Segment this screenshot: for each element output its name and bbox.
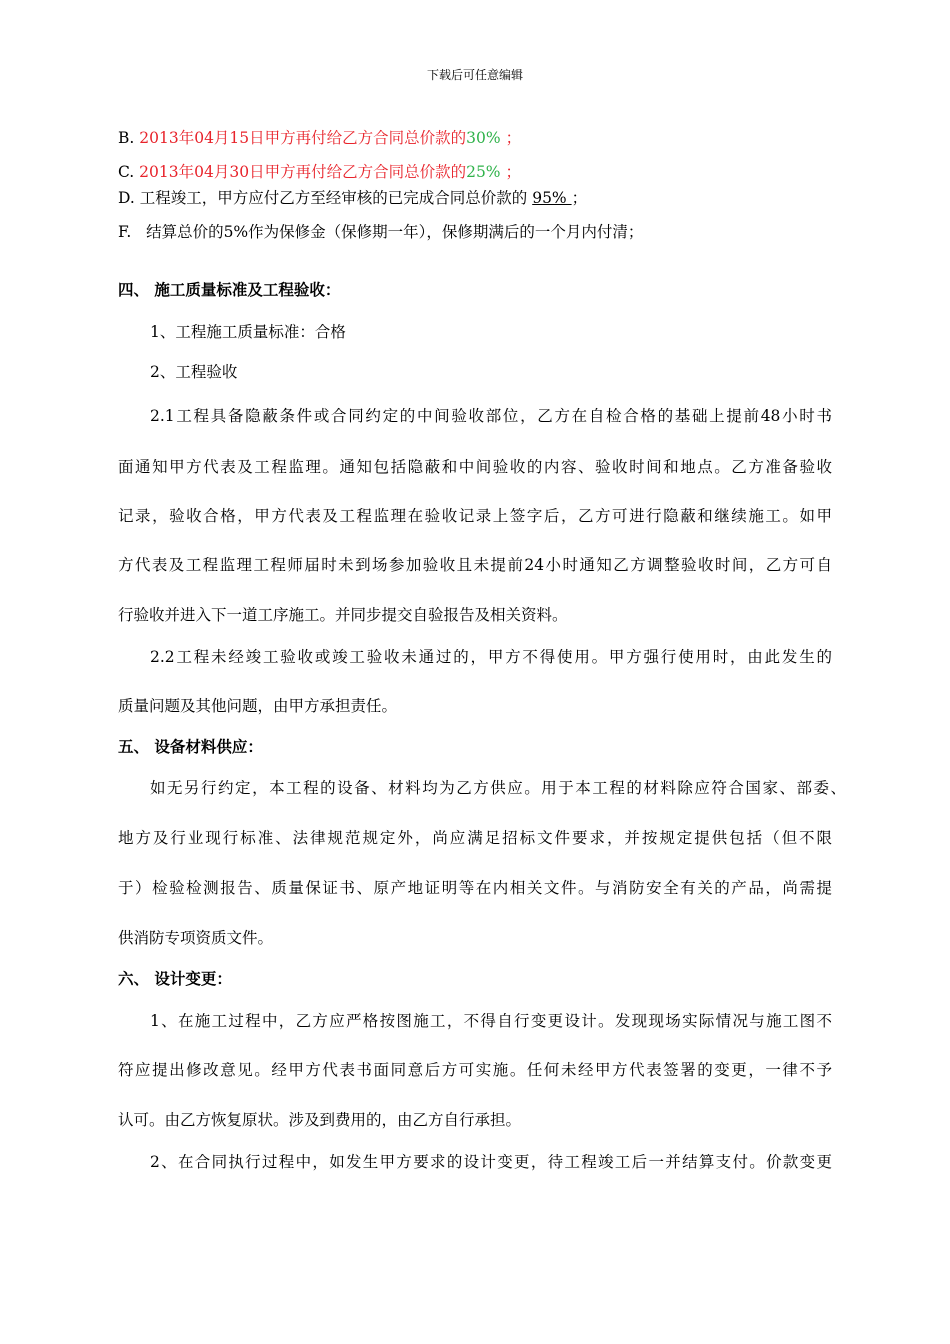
section-4-item-2: 2、工程验收 <box>150 363 238 381</box>
page-header: 下载后可任意编辑 <box>426 68 523 82</box>
payment-percent: 95% <box>532 189 572 207</box>
payment-percent: 30% <box>466 129 501 147</box>
paragraph-line: 地方及行业现行标准、法律规范规定外，尚应满足招标文件要求，并按规定提供包括（但不限 <box>118 829 832 847</box>
payment-end: ； <box>505 129 522 147</box>
item-prefix: C. <box>118 163 135 181</box>
payment-end: ； <box>571 189 588 207</box>
section-4-item-1: 1、工程施工质量标准：合格 <box>150 323 346 341</box>
payment-text: 结算总价的5%作为保修金（保修期一年），保修期满后的一个月内付清； <box>146 223 644 241</box>
payment-text: 2013年04月30日甲方再付给乙方合同总价款的 <box>139 163 467 181</box>
section-4-title: 四、 施工质量标准及工程验收： <box>118 280 341 299</box>
paragraph-line: 1、在施工过程中，乙方应严格按图施工，不得自行变更设计。发现现场实际情况与施工图不 <box>150 1012 832 1030</box>
paragraph-line: 记录，验收合格，甲方代表及工程监理在验收记录上签字后，乙方可进行隐蔽和继续施工。如甲 <box>118 507 832 525</box>
paragraph-line: 方代表及工程监理工程师届时未到场参加验收且未提前24小时通知乙方调整验收时间，乙方可自 <box>118 556 832 574</box>
payment-item-d <box>118 186 587 208</box>
paragraph-line: 符应提出修改意见。经甲方代表书面同意后方可实施。任何未经甲方代表签署的变更，一律不予 <box>118 1061 832 1079</box>
payment-end: ； <box>505 163 521 181</box>
payment-percent: 25% <box>466 163 501 181</box>
payment-item-f <box>118 220 643 242</box>
paragraph-line: 2、在合同执行过程中，如发生甲方要求的设计变更，待工程竣工后一并结算支付。价款变更 <box>150 1153 832 1171</box>
paragraph-line: 供消防专项资质文件。 <box>118 929 274 947</box>
payment-item-b <box>118 126 521 148</box>
paragraph-line: 如无另行约定，本工程的设备、材料均为乙方供应。用于本工程的材料除应符合国家、部委、 <box>150 779 846 797</box>
item-prefix: D. <box>118 189 135 207</box>
paragraph-line: 认可。由乙方恢复原状。涉及到费用的，由乙方自行承担。 <box>118 1111 522 1129</box>
paragraph-line: 2.1工程具备隐蔽条件或合同约定的中间验收部位，乙方在自检合格的基础上提前48小时书 <box>150 407 832 425</box>
section-6-title: 六、 设计变更： <box>118 969 232 988</box>
paragraph-line: 行验收并进入下一道工序施工。并同步提交自验报告及相关资料。 <box>118 606 568 624</box>
section-5-title: 五、 设备材料供应： <box>118 737 263 756</box>
item-prefix: B. <box>118 129 135 147</box>
item-prefix: F. <box>118 223 132 241</box>
paragraph-line: 2.2工程未经竣工验收或竣工验收未通过的，甲方不得使用。甲方强行使用时，由此发生的 <box>150 648 832 666</box>
payment-item-c <box>118 160 521 182</box>
paragraph-line: 面通知甲方代表及工程监理。通知包括隐蔽和中间验收的内容、验收时间和地点。乙方准备验收 <box>118 458 832 476</box>
payment-text: 2013年04月15日甲方再付给乙方合同总价款的 <box>139 129 467 147</box>
payment-text: 工程竣工，甲方应付乙方至经审核的已完成合同总价款的 <box>139 189 528 207</box>
paragraph-line: 质量问题及其他问题，由甲方承担责任。 <box>118 697 398 715</box>
paragraph-line: 于）检验检测报告、质量保证书、原产地证明等在内相关文件。与消防安全有关的产品，尚需提 <box>118 879 832 897</box>
